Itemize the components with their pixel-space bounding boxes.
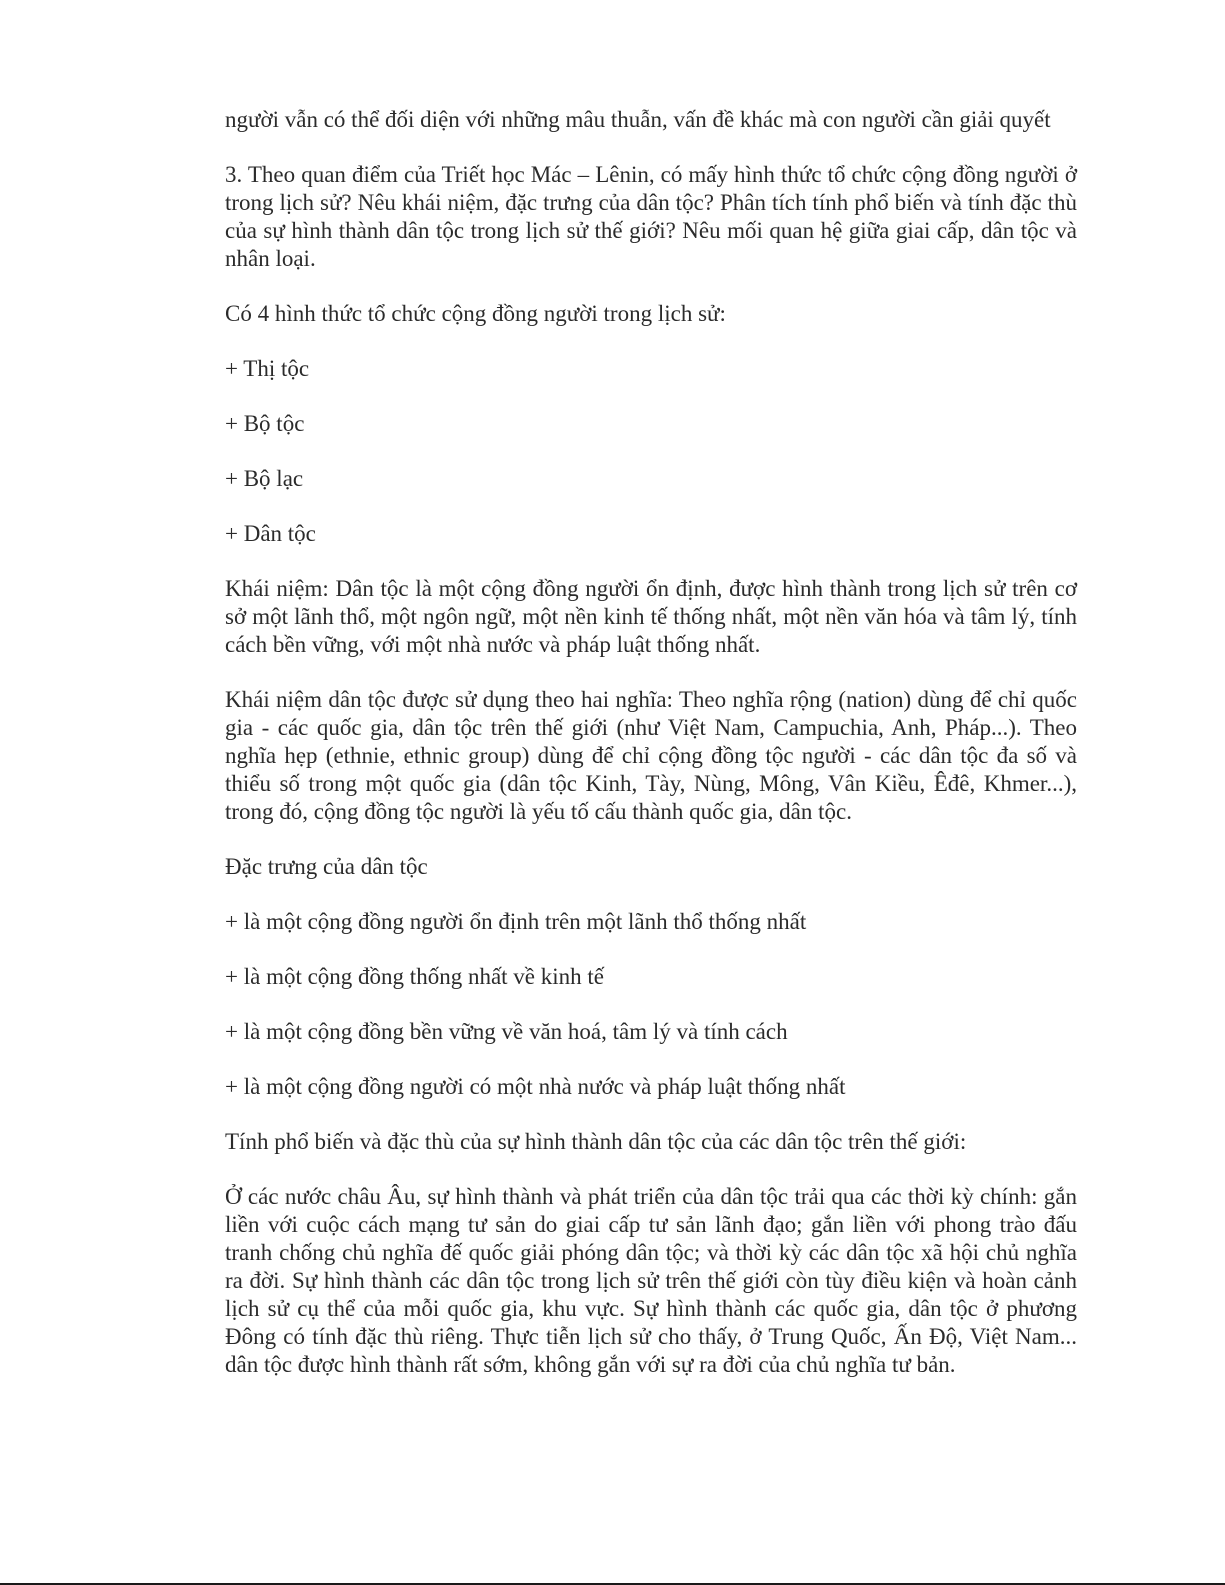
list-item-bo-toc: + Bộ tộc [225,411,305,436]
paragraph-europe-formation: Ở các nước châu Âu, sự hình thành và phát triển của dân tộc trải qua các thời kỳ chính: gắn liền với cuộc cách mạng tư sản do giai cấp tư sản lãnh đạo; gắn liền với phong trào đấu tranh chống chủ nghĩa đế quốc giải phóng dân tộc; và thời kỳ các dân tộc xã hội chủ nghĩa ra đời. Sự hình thành các dân tộc trong lịch sử trên thế giới còn tùy điều kiện và hoàn cảnh lịch sử cụ thể của mỗi quốc gia, khu vực. Sự hình thành các quốc gia, dân tộc ở phương Đông có tính đặc thù riêng. Thực tiễn lịch sử cho thấy, ở Trung Quốc, Ấn Độ, Việt Nam... dân tộc được hình thành rất sớm, không gắn với sự ra đời của chủ nghĩa tư bản. [225,1184,1077,1377]
document-page [225,106,1077,1406]
paragraph-characteristics-heading: Đặc trưng của dân tộc [225,854,428,879]
paragraph-universality-heading: Tính phổ biến và đặc thù của sự hình thành dân tộc của các dân tộc trên thế giới: [225,1129,967,1154]
list-item-characteristic: + là một cộng đồng người ổn định trên một lãnh thổ thống nhất [225,909,807,934]
paragraph-forms-intro: Có 4 hình thức tổ chức cộng đồng người trong lịch sử: [225,301,726,326]
list-item-dan-toc: + Dân tộc [225,521,316,546]
list-item-characteristic: + là một cộng đồng thống nhất về kinh tế [225,964,604,989]
list-item-thi-toc: + Thị tộc [225,356,310,381]
list-item-characteristic: + là một cộng đồng bền vững về văn hoá, tâm lý và tính cách [225,1019,788,1044]
list-item-characteristic: + là một cộng đồng người có một nhà nước và pháp luật thống nhất [225,1074,846,1099]
paragraph-definition: Khái niệm: Dân tộc là một cộng đồng người ổn định, được hình thành trong lịch sử trên cơ sở một lãnh thổ, một ngôn ngữ, một nền kinh tế thống nhất, một nền văn hóa và tâm lý, tính cách bền vững, với một nhà nước và pháp luật thống nhất. [225,576,1077,657]
question-paragraph: 3. Theo quan điểm của Triết học Mác – Lênin, có mấy hình thức tổ chức cộng đồng người ở trong lịch sử? Nêu khái niệm, đặc trưng của dân tộc? Phân tích tính phổ biến và tính đặc thù của sự hình thành dân tộc trong lịch sử thế giới? Nêu mối quan hệ giữa giai cấp, dân tộc và nhân loại. [225,162,1077,271]
paragraph-two-meanings: Khái niệm dân tộc được sử dụng theo hai nghĩa: Theo nghĩa rộng (nation) dùng để chỉ quốc gia - các quốc gia, dân tộc trên thế giới (như Việt Nam, Campuchia, Anh, Pháp...). Theo nghĩa hẹp (ethnie, ethnic group) dùng để chỉ cộng đồng tộc người - các dân tộc đa số và thiểu số trong một quốc gia (dân tộc Kinh, Tày, Nùng, Mông, Vân Kiều, Êđê, Khmer...), trong đó, cộng đồng tộc người là yếu tố cấu thành quốc gia, dân tộc. [225,687,1077,824]
list-item-bo-lac: + Bộ lạc [225,466,304,491]
paragraph-continuation: người vẫn có thể đối diện với những mâu thuẫn, vấn đề khác mà con người cần giải quyết [225,107,1051,132]
